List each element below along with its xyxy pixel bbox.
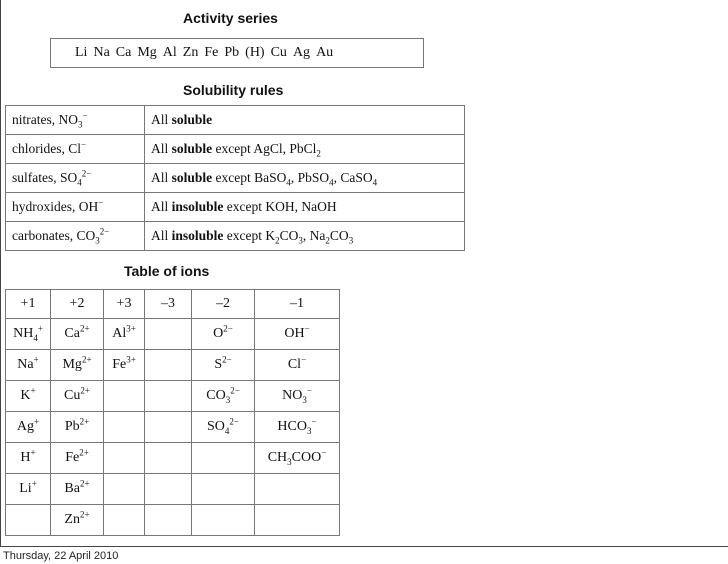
anion-cell: chlorides, Cl−: [6, 135, 145, 164]
table-row: [6, 193, 465, 222]
metal-na: Na: [93, 45, 110, 60]
metal-ag: Ag: [292, 45, 311, 60]
table-row: [6, 222, 465, 251]
charge-header: +3: [104, 290, 145, 319]
charge-header: +2: [51, 290, 104, 319]
footer-date: Thursday, 22 April 2010: [3, 550, 119, 562]
solubility-rules-title: Solubility rules: [183, 82, 284, 98]
metal-h: (H): [245, 45, 265, 60]
rule-cell: All soluble except BaSO$_4$, PbSO$_4$, CaSO$_4$: [145, 164, 465, 193]
anion-cell: sulfates, $SO_4^{2-}$: [6, 164, 145, 193]
rule-cell: All insoluble except KOH, NaOH: [145, 193, 465, 222]
header-row: [6, 290, 340, 319]
table-row: K+ $Cu^{2+}$ $CO_3^{2-}$ $NO_3^-$: [6, 381, 340, 412]
activity-series-title: Activity series: [183, 10, 278, 26]
table-row: [6, 135, 465, 164]
table-row: $Zn^{2+}$: [6, 505, 340, 536]
metal-au: Au: [316, 45, 334, 60]
slide-footer: [0, 546, 728, 564]
metal-ca: Ca: [115, 45, 132, 60]
table-of-ions-title: Table of ions: [124, 263, 210, 279]
table-row: H+ $Fe^{2+}$ $CH_3COO^-$: [6, 443, 340, 474]
table-row: [6, 106, 465, 135]
charge-header: +1: [6, 290, 51, 319]
metal-mg: Mg: [137, 45, 157, 60]
anion-cell: hydroxides, OH−: [6, 193, 145, 222]
activity-series-box: [50, 38, 424, 68]
anion-cell: nitrates, $NO_3^-$: [6, 106, 145, 135]
table-row: $NH_4^+$ $Ca^{2+}$ $Al^{3+}$ $O^{2-}$ OH−: [6, 319, 340, 350]
ions-table: [5, 289, 340, 536]
charge-header: –3: [145, 290, 192, 319]
table-row: [6, 164, 465, 193]
metal-pb: Pb: [224, 45, 240, 60]
table-row: Na+ $Mg^{2+}$ $Fe^{3+}$ $S^{2-}$ Cl−: [6, 350, 340, 381]
solubility-table: [5, 105, 465, 251]
metal-al: Al: [162, 45, 177, 60]
metal-zn: Zn: [182, 45, 199, 60]
table-row: Li+ $Ba^{2+}$: [6, 474, 340, 505]
metal-cu: Cu: [270, 45, 287, 60]
charge-header: –2: [192, 290, 255, 319]
rule-cell: All soluble except AgCl, PbCl$_2$: [145, 135, 465, 164]
rule-cell: All insoluble except $K_2CO_3$, $Na_2CO_3$: [145, 222, 465, 251]
anion-cell: carbonates, $CO_3^{2-}$: [6, 222, 145, 251]
charge-header: –1: [255, 290, 340, 319]
rule-cell: All soluble: [145, 106, 465, 135]
metal-fe: Fe: [204, 45, 219, 60]
table-row: Ag+ $Pb^{2+}$ $SO_4^{2-}$ $HCO_3^-$: [6, 412, 340, 443]
metal-li: Li: [75, 45, 88, 60]
